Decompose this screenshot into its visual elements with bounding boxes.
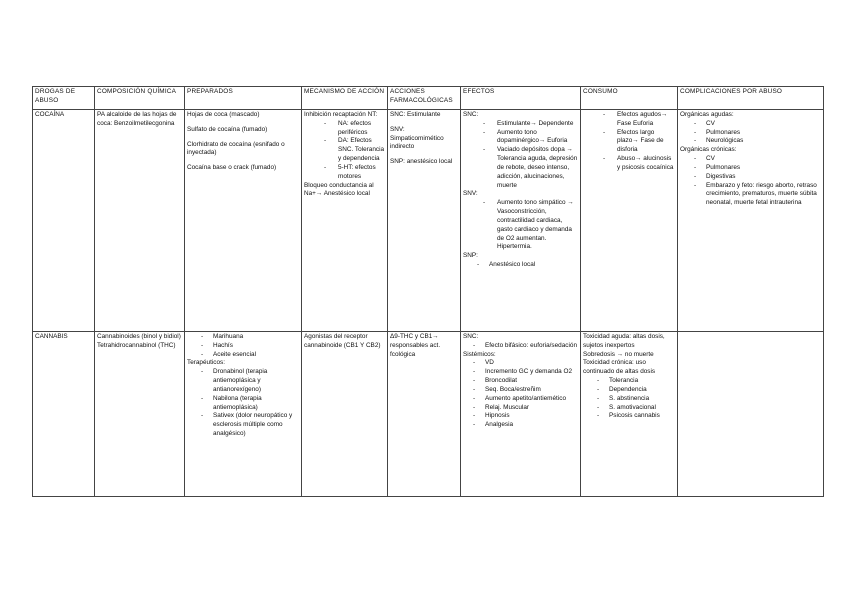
list-item: - Aceite esencial	[187, 351, 299, 360]
cocaina-mecanismo-intro: Inhibición recaptación NT:	[304, 111, 378, 118]
cocaina-mecanismo-outro: Bloqueo conductancia al Na+→ Anestésico local	[304, 181, 374, 198]
cocaina-acciones	[388, 110, 461, 332]
list-item: - Hipnosis	[463, 412, 578, 421]
header-consumo: CONSUMO	[581, 87, 678, 110]
list-item: - Hachís	[187, 342, 299, 351]
list-item: - Sativex (dolor neuropático y esclerosis múltiple como analgésico)	[187, 412, 299, 438]
cannabis-efectos-snc-list	[463, 342, 578, 351]
cannabis-acciones: Δ9-THC y CB1→ responsables act. fcológica	[388, 332, 461, 497]
sistemicos-label: Sistémicos:	[463, 350, 496, 358]
list-item: - Pulmonares	[680, 164, 821, 173]
cannabis-composicion-item: Tetrahidrocannabinol (THC)	[97, 341, 176, 349]
list-item: - Analgesia	[463, 421, 578, 430]
cocaina-preparado-item: Hojas de coca (mascado)	[187, 111, 260, 118]
cocaina-efectos	[461, 110, 581, 332]
list-item: - Estimulante→ Dependente	[463, 120, 578, 129]
list-item: - NA: efectos periféricos	[304, 120, 385, 138]
list-item: - S. abstinencia	[583, 395, 675, 404]
list-item: - Marihuana	[187, 333, 299, 342]
cocaina-efectos-snc-list	[463, 120, 578, 191]
cannabis-preparados-list	[187, 333, 299, 359]
list-item: - Anestésico local	[463, 261, 578, 270]
cocaina-accion-item: SNC: Estimulante	[390, 111, 441, 118]
efectos-snv-label: SNV:	[463, 190, 478, 198]
cocaina-mecanismo	[302, 110, 388, 332]
cannabis-composicion-item: Cannabinoides (binol y bidiol)	[97, 333, 181, 340]
cocaina-preparado-item: Cocaína base o crack (fumado)	[187, 164, 277, 172]
cocaina-accion-item: SNP: anestésico local	[390, 158, 453, 166]
cocaina-mecanismo-list	[304, 120, 385, 182]
cannabis-mecanismo: Agonistas del receptor cannabinoide (CB1 Y CB2)	[302, 332, 388, 497]
comp-agudas-label: Orgánicas agudas:	[680, 111, 734, 118]
cocaina-preparados	[185, 110, 302, 332]
cocaina-consumo-list	[583, 111, 675, 173]
drug-name-cocaina: COCAÍNA	[33, 110, 95, 332]
cannabis-complicaciones	[678, 332, 824, 497]
list-item: - Aumento apetito/antiemético	[463, 395, 578, 404]
list-item: - Abuso→ alucinosis y psicosis cocaínica	[583, 155, 675, 173]
header-efectos: EFECTOS	[461, 87, 581, 110]
list-item: - Efecto bifásico: euforia/sedación	[463, 342, 578, 351]
list-item: - Broncodilat	[463, 377, 578, 386]
list-item: - Embarazo y feto: riesgo aborto, retraso crecimiento, prematuros, muerte súbita neonatal, muerte fetal intrauterina	[680, 182, 821, 208]
efectos-snp-label: SNP:	[463, 252, 478, 260]
list-item: - Efectos agudos→ Fase Euforia	[583, 111, 675, 129]
header-drogas: DROGAS DE ABUSO	[33, 87, 95, 110]
efectos-snc-label: SNC:	[463, 333, 479, 340]
cocaina-consumo	[581, 110, 678, 332]
list-item: - Efectos largo plazo→ Fase de disforia	[583, 129, 675, 155]
cocaina-comp-agudas-list	[680, 120, 821, 146]
cocaina-complicaciones	[678, 110, 824, 332]
list-item: - 5-HT: efectos motores	[304, 164, 385, 182]
cannabis-consumo-text: Toxicidad aguda: altas dosis, sujetos inexpertos	[583, 333, 665, 349]
cannabis-consumo-list	[583, 377, 675, 421]
table-row-cocaina	[33, 110, 824, 332]
header-acciones: ACCIONES FARMACOLÓGICAS	[388, 87, 461, 110]
drug-abuse-table	[32, 86, 824, 497]
list-item: - Tolerancia	[583, 377, 675, 386]
list-item: - Relaj. Muscular	[463, 404, 578, 413]
cannabis-sistemicos-list	[463, 359, 578, 430]
header-row	[33, 87, 824, 110]
list-item: - Seq. Boca/estreñim	[463, 386, 578, 395]
drug-name-cannabis: CANNABIS	[33, 332, 95, 497]
list-item: - Psicosis cannabis	[583, 412, 675, 421]
cocaina-accion-item: SNV: Simpaticomimético indirecto	[390, 125, 444, 151]
list-item: - CV	[680, 120, 821, 129]
cannabis-efectos	[461, 332, 581, 497]
table-row-cannabis	[33, 332, 824, 497]
cocaina-preparado-item: Sulfato de cocaína (fumado)	[187, 125, 268, 133]
list-item: - Neurológicas	[680, 137, 821, 146]
list-item: - DA: Efectos SNC. Tolerancia y dependencia	[304, 137, 385, 163]
cocaina-composicion: PA alcaloide de las hojas de coca: Benzoilmetilecgonina	[95, 110, 185, 332]
cocaina-efectos-snv-list	[463, 199, 578, 252]
cannabis-consumo-text: Sobredosis → no muerte	[583, 350, 654, 358]
cannabis-composicion	[95, 332, 185, 497]
list-item: - Vaciado depósitos dopa → Tolerancia aguda, depresión de rebote, deseo intenso, adicción, alucinaciones, muerte	[463, 146, 578, 190]
cannabis-preparados	[185, 332, 302, 497]
list-item: - VD	[463, 359, 578, 368]
cannabis-terapeuticos-list	[187, 368, 299, 439]
list-item: - Dronabinol (terapia antiemoplásica y antianorexígeno)	[187, 368, 299, 394]
header-mecanismo: MECANISMO DE ACCIÓN	[302, 87, 388, 110]
cannabis-consumo-text: Toxicidad crónica: uso continuado de altas dosis	[583, 359, 656, 376]
cannabis-terapeuticos-label: Terapéuticos:	[187, 359, 226, 367]
list-item: - Aumento tono dopaminérgico→ Euforia	[463, 129, 578, 147]
cocaina-preparado-item: Clorhidrato de cocaína (esnifado o inyectada)	[187, 140, 285, 157]
list-item: - Digestivas	[680, 173, 821, 182]
cocaina-efectos-snp-list	[463, 261, 578, 270]
comp-cronicas-label: Orgánicas crónicas:	[680, 146, 737, 154]
header-composicion: COMPOSICIÓN QUÍMICA	[95, 87, 185, 110]
list-item: - S. amotivacional	[583, 404, 675, 413]
header-preparados: PREPARADOS	[185, 87, 302, 110]
cocaina-comp-cronicas-list	[680, 155, 821, 208]
header-complicaciones: COMPLICACIONES POR ABUSO	[678, 87, 824, 110]
cannabis-consumo	[581, 332, 678, 497]
list-item: - Dependencia	[583, 386, 675, 395]
efectos-snc-label: SNC:	[463, 111, 479, 118]
list-item: - CV	[680, 155, 821, 164]
list-item: - Incremento GC y demanda O2	[463, 368, 578, 377]
list-item: - Aumento tono simpático → Vasoconstricción, contractilidad cardiaca, gasto cardiaco y demanda de O2 aumentan. Hipertermia.	[463, 199, 578, 252]
list-item: - Nabilona (terapia antiemoplásica)	[187, 395, 299, 413]
list-item: - Pulmonares	[680, 129, 821, 138]
